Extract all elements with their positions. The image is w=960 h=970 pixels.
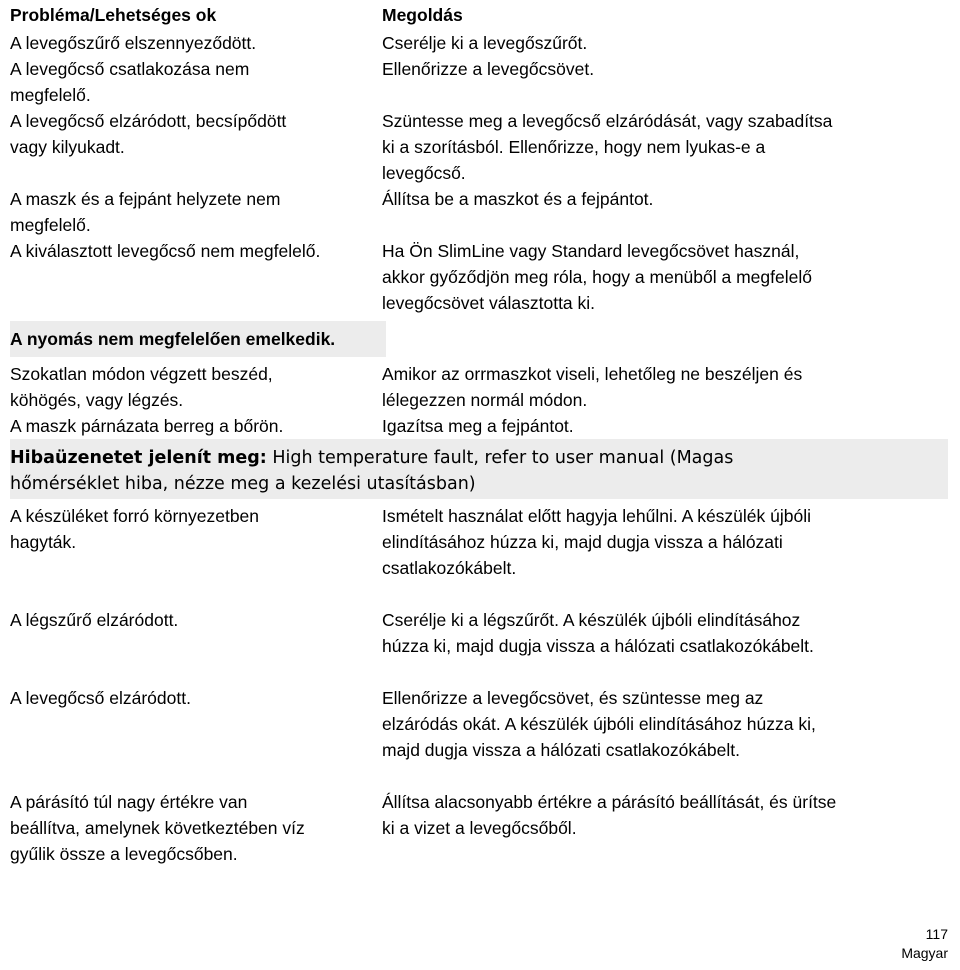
- problem-cell: [10, 503, 382, 581]
- solution-cell: [382, 108, 948, 186]
- problem-cell: [10, 361, 382, 413]
- solution-cell: [382, 607, 948, 659]
- solution-line: Amikor az orrmaszkot viseli, lehetőleg ne beszéljen és: [382, 364, 803, 384]
- solution-line: akkor győződjön meg róla, hogy a menüből a megfelelő: [382, 267, 812, 287]
- solution-line: Állítsa be a maszkot és a fejpántot.: [382, 189, 654, 209]
- problem-line: hagyták.: [10, 532, 77, 552]
- problem-line: A légszűrő elzáródott.: [10, 610, 179, 630]
- solution-cell: [382, 186, 948, 238]
- page-footer: [901, 925, 948, 963]
- solution-line: Ismételt használat előtt hagyja lehűlni. A készülék újbóli: [382, 506, 812, 526]
- page-number: 117: [925, 926, 948, 942]
- problem-line: beállítva, amelynek következtében víz: [10, 818, 305, 838]
- problem-line: A levegőcső csatlakozása nem: [10, 59, 250, 79]
- header-problem: Probléma/Lehetséges ok: [10, 4, 217, 25]
- solution-line: Ellenőrizze a levegőcsövet.: [382, 59, 595, 79]
- table-row: [10, 503, 948, 581]
- table-row: [10, 238, 948, 316]
- solution-line: Ha Ön SlimLine vagy Standard levegőcsövet használ,: [382, 241, 800, 261]
- problem-line: A levegőcső elzáródott.: [10, 688, 191, 708]
- problem-line: megfelelő.: [10, 85, 91, 105]
- table-header: [10, 0, 948, 30]
- problem-line: gyűlik össze a levegőcsőben.: [10, 844, 238, 864]
- table-row: [10, 685, 948, 763]
- solution-cell: [382, 30, 948, 56]
- solution-line: Állítsa alacsonyabb értékre a párásító beállítását, és ürítse: [382, 792, 837, 812]
- error-message-text: High temperature fault, refer to user manual (Magas: [266, 448, 734, 468]
- table-row: [10, 413, 948, 439]
- solution-line: csatlakozókábelt.: [382, 558, 517, 578]
- error-message-text-2: hőmérséklet hiba, nézze meg a kezelési utasításban): [10, 474, 476, 494]
- problem-line: A levegőszűrő elszennyeződött.: [10, 33, 257, 53]
- problem-cell: [10, 607, 382, 659]
- solution-cell: [382, 238, 948, 316]
- solution-line: levegőcsövet választotta ki.: [382, 293, 596, 313]
- solution-line: ki a vizet a levegőcsőből.: [382, 818, 577, 838]
- problem-line: Szokatlan módon végzett beszéd,: [10, 364, 273, 384]
- solution-line: ki a szorításból. Ellenőrizze, hogy nem lyukas-e a: [382, 137, 766, 157]
- problem-cell: [10, 789, 382, 867]
- problem-line: A maszk párnázata berreg a bőrön.: [10, 416, 284, 436]
- table-row: [10, 361, 948, 413]
- solution-line: Igazítsa meg a fejpántot.: [382, 416, 574, 436]
- table-row: [10, 30, 948, 56]
- solution-line: Szüntesse meg a levegőcső elzáródását, vagy szabadítsa: [382, 111, 833, 131]
- problem-cell: [10, 685, 382, 763]
- problem-cell: [10, 108, 382, 186]
- solution-cell: [382, 413, 948, 439]
- section-pressure: [10, 361, 948, 439]
- solution-line: Cserélje ki a levegőszűrőt.: [382, 33, 588, 53]
- solution-cell: [382, 789, 948, 867]
- table-row: [10, 56, 948, 108]
- solution-line: Cserélje ki a légszűrőt. A készülék újbóli elindításához: [382, 610, 801, 630]
- solution-line: levegőcső.: [382, 163, 466, 183]
- table-row: [10, 607, 948, 659]
- problem-line: A kiválasztott levegőcső nem megfelelő.: [10, 241, 321, 261]
- problem-cell: [10, 56, 382, 108]
- problem-cell: [10, 186, 382, 238]
- problem-line: megfelelő.: [10, 215, 91, 235]
- solution-cell: [382, 361, 948, 413]
- table-row: [10, 186, 948, 238]
- solution-line: elzáródás okát. A készülék újbóli elindításához húzza ki,: [382, 714, 816, 734]
- section-heading-pressure: A nyomás nem megfelelően emelkedik.: [10, 321, 386, 357]
- problem-cell: [10, 30, 382, 56]
- problem-line: A párásító túl nagy értékre van: [10, 792, 248, 812]
- header-solution: Megoldás: [382, 4, 463, 25]
- solution-cell: [382, 56, 948, 108]
- troubleshooting-table: [10, 0, 948, 893]
- section-heading-error-message: [10, 439, 948, 499]
- problem-cell: [10, 413, 382, 439]
- problem-line: köhögés, vagy légzés.: [10, 390, 184, 410]
- solution-line: majd dugja vissza a hálózati csatlakozókábelt.: [382, 740, 740, 760]
- footer-language: Magyar: [901, 945, 948, 961]
- problem-cell: [10, 238, 382, 316]
- solution-line: elindításához húzza ki, majd dugja vissza a hálózati: [382, 532, 783, 552]
- solution-line: lélegezzen normál módon.: [382, 390, 588, 410]
- solution-cell: [382, 503, 948, 581]
- table-row: [10, 789, 948, 867]
- problem-line: vagy kilyukadt.: [10, 137, 125, 157]
- table-row: [10, 108, 948, 186]
- section-low-airflow: [10, 30, 948, 316]
- problem-line: A levegőcső elzáródott, becsípődött: [10, 111, 287, 131]
- problem-line: A maszk és a fejpánt helyzete nem: [10, 189, 281, 209]
- solution-cell: [382, 685, 948, 763]
- section-error: [10, 503, 948, 867]
- error-message-label: Hibaüzenetet jelenít meg:: [10, 448, 267, 468]
- problem-line: A készüléket forró környezetben: [10, 506, 260, 526]
- solution-line: Ellenőrizze a levegőcsövet, és szüntesse meg az: [382, 688, 764, 708]
- solution-line: húzza ki, majd dugja vissza a hálózati csatlakozókábelt.: [382, 636, 814, 656]
